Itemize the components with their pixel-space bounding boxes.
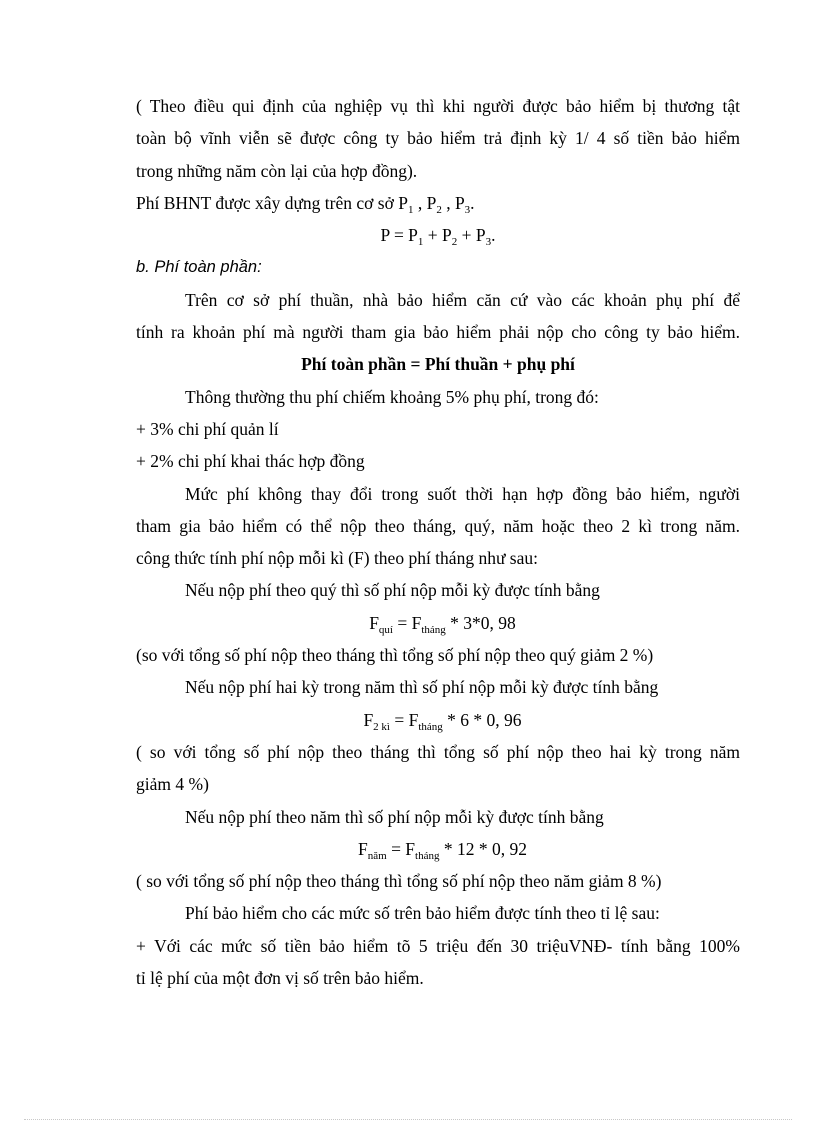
paragraph-line: Nếu nộp phí hai kỳ trong năm thì số phí nộp mỗi kỳ được tính bằng xyxy=(185,677,659,698)
paragraph-line: Thông thường thu phí chiếm khoảng 5% phụ phí, trong đó: xyxy=(185,386,599,407)
formula-f-qui: $F_{quí} = F_{tháng} * 3*0$, 98 xyxy=(369,612,516,636)
paragraph-line: Phí bảo hiểm cho các mức số trên bảo hiểm được tính theo tỉ lệ sau: xyxy=(185,903,660,924)
formula-f-2ki: $F_{2 kì} = F_{tháng} * 6 * 0$, 96 xyxy=(363,709,522,733)
paragraph-line: Mức phí không thay đổi trong suốt thời hạn hợp đồng bảo hiểm, người xyxy=(185,483,740,504)
paragraph-line: tính ra khoản phí mà người tham gia bảo hiểm phải nộp cho công ty bảo hiểm. xyxy=(136,322,740,343)
formula-p-sum: $P = P_1 + P_2 + P_3$. xyxy=(380,225,496,249)
list-item: + 2% chi phí khai thác hợp đồng xyxy=(136,451,365,472)
paragraph-line: công thức tính phí nộp mỗi kì (F) theo phí tháng như sau: xyxy=(136,548,538,569)
premium-basis-line: Phí BHNT được xây dựng trên cơ sở $P_1$ , $P_2$ , $P_3$. xyxy=(136,192,475,216)
paragraph-line: trong những năm còn lại của hợp đồng). xyxy=(136,160,418,181)
paragraph-line: giảm 4 %) xyxy=(136,774,209,795)
paragraph-line: Nếu nộp phí theo năm thì số phí nộp mỗi kỳ được tính bằng xyxy=(185,806,604,827)
paragraph-line: (so với tổng số phí nộp theo tháng thì tổng số phí nộp theo quý giảm 2 %) xyxy=(136,645,654,666)
paragraph-line: tỉ lệ phí của một đơn vị số trên bảo hiểm. xyxy=(136,968,424,989)
paragraph-line: toàn bộ vĩnh viễn sẽ được công ty bảo hiểm trả định kỳ 1/ 4 số tiền bảo hiểm xyxy=(136,128,740,149)
paragraph-line: + Với các mức số tiền bảo hiểm tõ 5 triệu đến 30 triệuVNĐ- tính bằng 100% xyxy=(136,935,740,956)
paragraph-line: Trên cơ sở phí thuần, nhà bảo hiểm căn cứ vào các khoản phụ phí để xyxy=(185,289,740,310)
paragraph-line: ( so với tổng số phí nộp theo tháng thì tổng số phí nộp theo năm giảm 8 %) xyxy=(136,871,662,892)
page-bottom-rule xyxy=(24,1119,792,1120)
paragraph-line: ( so với tổng số phí nộp theo tháng thì tổng số phí nộp theo hai kỳ trong năm xyxy=(136,741,740,762)
document-page xyxy=(136,90,740,994)
paragraph-line: ( Theo điều qui định của nghiệp vụ thì khi người được bảo hiểm bị thương tật xyxy=(136,96,740,116)
paragraph-line: tham gia bảo hiểm có thể nộp theo tháng, quý, năm hoặc theo 2 kì trong năm. xyxy=(136,515,740,536)
section-heading-b: b. Phí toàn phần: xyxy=(136,258,262,277)
formula-total-premium: Phí toàn phần = Phí thuần + phụ phí xyxy=(301,354,575,375)
premium-basis-text: Phí BHNT được xây dựng trên cơ sở xyxy=(136,192,399,213)
list-item: + 3% chi phí quản lí xyxy=(136,418,279,439)
paragraph-line: Nếu nộp phí theo quý thì số phí nộp mỗi kỳ được tính bằng xyxy=(185,580,600,601)
formula-f-nam: $F_{năm} = F_{tháng} * 12 * 0$, 92 xyxy=(358,838,527,862)
